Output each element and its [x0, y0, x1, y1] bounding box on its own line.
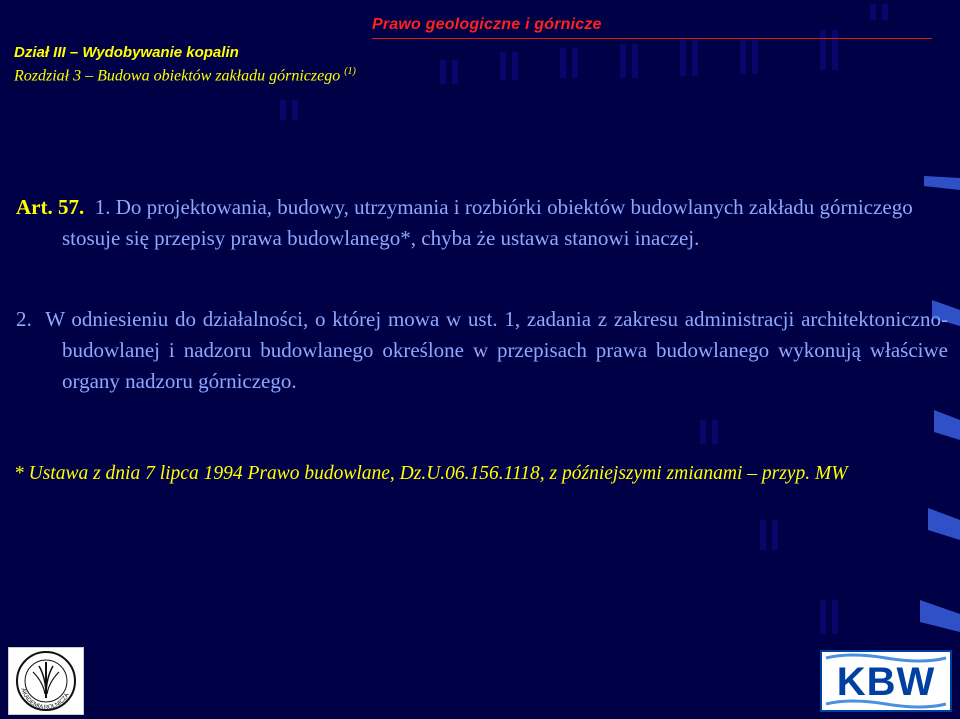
kbw-logo-text: KBW	[836, 660, 936, 704]
article-paragraph-1	[16, 192, 948, 254]
division-heading: Dział III – Wydobywanie kopalin	[14, 44, 239, 61]
footnote: * Ustawa z dnia 7 lipca 1994 Prawo budowlane, Dz.U.06.156.1118, z późniejszymi zmianami – przyp. MW	[14, 463, 848, 484]
paragraph-1-text: Do projektowania, budowy, utrzymania i rozbiórki obiektów budowlanych zakładu górniczego stosuje się przepisy prawa budowlanego*, chyba że ustawa stanowi inaczej.	[62, 195, 913, 250]
document-title: Prawo geologiczne i górnicze	[372, 16, 602, 33]
title-underline	[372, 38, 932, 39]
logo-lettering: AKADEMIA ROLNICZA	[19, 687, 71, 712]
paragraph-2-text: W odniesieniu do działalności, o której mowa w ust. 1, zadania z zakresu administracji architektoniczno-budowlanej i nadzoru budowlanego określone w przepisach prawa budowlanego wykonują właściwe organy nadzoru górniczego.	[45, 307, 948, 393]
chapter-title: Rozdział 3 – Budowa obiektów zakładu górniczego	[14, 67, 341, 85]
article-paragraph-2	[16, 304, 948, 397]
chapter-note: (1)	[344, 66, 356, 77]
paragraph-2-number: 2.	[16, 307, 32, 331]
kbw-logo	[820, 650, 952, 712]
chapter-heading	[14, 66, 356, 85]
university-logo	[8, 647, 84, 715]
wheat-emblem-icon	[9, 648, 83, 714]
paragraph-1-number: 1.	[94, 195, 111, 219]
article-label: Art. 57.	[16, 195, 85, 219]
